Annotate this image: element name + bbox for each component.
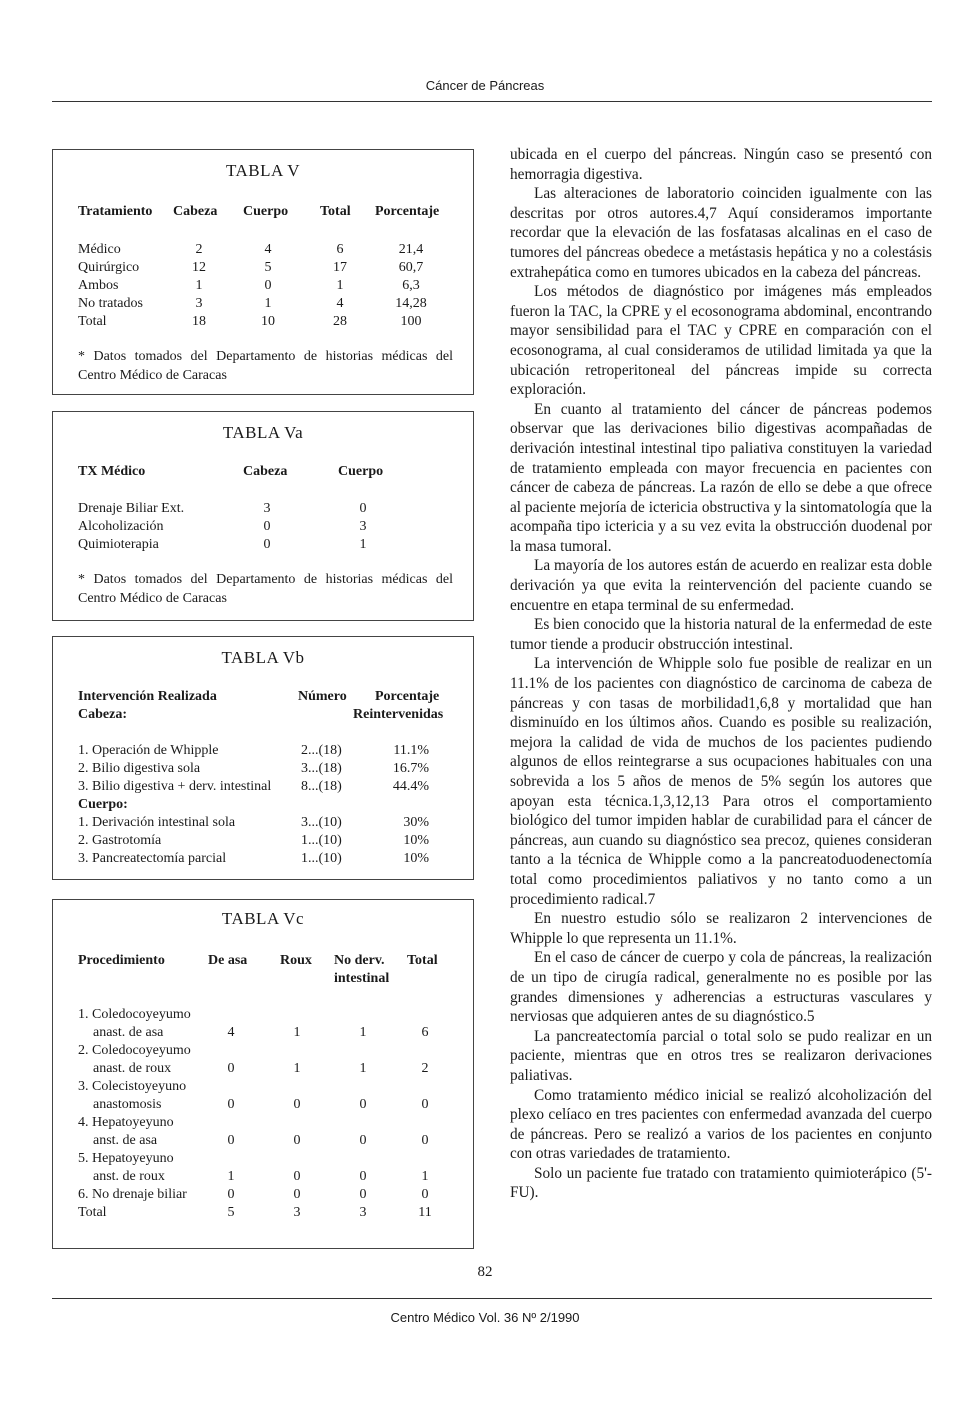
table-cell: 4 — [264, 242, 272, 257]
table-cell: 0 — [227, 1187, 235, 1202]
table-cell: 1 — [359, 1025, 367, 1040]
table-cell: 28 — [333, 314, 347, 329]
table-cell: 1 — [359, 1061, 367, 1076]
body-paragraph: Como tratamiento médico inicial se realizó alcoholización del plexo celíaco en tres pacientes con enfermedad avanzada del cuerpo de páncreas. Pero se realizó a varios de los pacientes en conjunto con otras variedades de tratamiento. — [510, 1086, 932, 1163]
table-cell: Médico — [78, 242, 121, 257]
table-cell: Total — [78, 1205, 107, 1220]
table-cell: 0 — [227, 1097, 235, 1112]
body-paragraph: ubicada en el cuerpo del páncreas. Ningún caso se presentó con hemorragia digestiva. — [510, 146, 932, 183]
table-cell: 1...(10) — [301, 851, 342, 866]
tabla-vb-header-intervencion: Intervención Realizada — [78, 689, 217, 704]
table-cell: 3 — [293, 1205, 301, 1220]
table-cell: Total — [78, 314, 107, 329]
tabla-v-header-tratamiento: Tratamiento — [78, 204, 153, 219]
tabla-vc-header-no-derv: No derv. — [334, 953, 385, 968]
header-rule — [52, 101, 932, 102]
body-paragraph: Es bien conocido que la historia natural de la enfermedad de este tumor tiende a producir obstrucción intestinal. — [510, 616, 932, 653]
table-cell: 10% — [403, 851, 429, 866]
header-title: Cáncer de Páncreas — [425, 78, 545, 93]
tabla-vb-header-numero: Número — [298, 689, 347, 704]
table-cell: 3 — [263, 501, 271, 516]
table-cell: 0 — [421, 1187, 429, 1202]
table-cell: 4 — [336, 296, 344, 311]
table-cell: 3 — [359, 519, 367, 534]
table-cell: 14,28 — [395, 296, 427, 311]
table-cell: 1. Operación de Whipple — [78, 743, 219, 758]
body-text-column — [510, 145, 932, 1203]
tabla-va-header-cuerpo: Cuerpo — [338, 464, 384, 479]
tabla-vc-header-de-asa: De asa — [208, 953, 248, 968]
tabla-vb — [52, 636, 474, 880]
table-cell: 1. Coledocoyeyumo — [78, 1007, 191, 1022]
table-cell: 4. Hepatoyeyuno — [78, 1115, 174, 1130]
table-cell: anast. de asa — [93, 1025, 164, 1040]
table-cell: 0 — [359, 1133, 367, 1148]
table-cell: 4 — [227, 1025, 235, 1040]
tabla-v-header-porcentaje: Porcentaje — [375, 204, 440, 219]
table-cell: 0 — [359, 1187, 367, 1202]
table-cell: 3 — [195, 296, 203, 311]
table-cell: 1 — [264, 296, 272, 311]
tabla-v-note: * Datos tomados del Departamento de historias médicas del Centro Médico de Caracas — [78, 349, 453, 383]
table-cell: 3...(18) — [301, 761, 342, 776]
table-cell: 0 — [264, 278, 272, 293]
tabla-vc — [52, 899, 474, 1249]
table-cell: 21,4 — [398, 242, 424, 257]
body-paragraph: La intervención de Whipple solo fue posible de realizar en un 11.1% de los pacientes con diagnóstico de carcinoma de cabeza de páncreas y con tasas de morbilidad1,6,8 y mortalidad que han disminuído en los últimos años. Cuando es posible su realización, mejora la calidad de vida de muchos de los pacientes pudiendo algunos de ellos reintegrarse a sus ocupaciones habituales con una sobrevida a los 5 años de menos de 5% según los autores que apoyan esta técnica.1,3,12,13 Para otros el comportamiento biológico del tumor impiden hablar de curabilidad para el cáncer de páncreas, aun cuando su diagnóstico sea precoz, quienes consideran tanto a la técnica de Whipple como a la pancreatoduodenectomía total como procedimientos paliativos y no tanto como a un procedimiento radical.7 — [510, 655, 932, 908]
table-cell: 10 — [261, 314, 275, 329]
table-cell: 12 — [192, 260, 206, 275]
body-paragraph: Solo un paciente fue tratado con tratamiento quimioterápico (5'-FU). — [510, 1164, 932, 1202]
table-cell: 30% — [403, 815, 429, 830]
table-cell: 3 — [359, 1205, 367, 1220]
table-cell: 18 — [192, 314, 206, 329]
table-cell: 0 — [293, 1187, 301, 1202]
table-cell: anastomosis — [93, 1097, 162, 1112]
table-cell: 0 — [359, 1169, 367, 1184]
table-cell: 0 — [359, 1097, 367, 1112]
table-cell: 6. No drenaje biliar — [78, 1187, 187, 1202]
table-cell: 10% — [403, 833, 429, 848]
table-cell: 8...(18) — [301, 779, 342, 794]
table-cell: 3. Bilio digestiva + derv. intestinal — [78, 779, 272, 794]
table-cell: 0 — [227, 1133, 235, 1148]
tabla-vc-header-roux: Roux — [280, 953, 312, 968]
tabla-vb-title: TABLA Vb — [221, 648, 305, 667]
table-cell: 1. Derivación intestinal sola — [78, 815, 236, 830]
table-cell: 2...(18) — [301, 743, 342, 758]
body-paragraph: Los métodos de diagnóstico por imágenes más empleados fueron la TAC, la CPRE y el ecosonograma abdominal, encontrando mayor sensibilidad para el TAC y CPRE en comparación con el ecosonograma, al cual consideramos de utilidad limitada ya que la ubicación retroperitoneal del páncreas impide su correcta exploración. — [510, 283, 932, 399]
table-cell: 0 — [359, 501, 367, 516]
body-paragraph: En cuanto al tratamiento del cáncer de páncreas podemos observar que las derivaciones bilio digestivas acompañadas de derivación intestinal intestinal tipo paliativa constituyen la variedad de tratamiento empleada con mayor frecuencia en pacientes con cáncer de cabeza de páncreas. La razón de ello se debe a que ofrece al paciente mejoría de ictericia obstructiva y la sintomatología que la acompaña tipo ictericia y a su vez evita la obstrucción duodenal por la masa tumoral. — [510, 400, 932, 555]
table-cell: 3. Colecistoyeyuno — [78, 1079, 187, 1094]
table-cell: 0 — [263, 519, 271, 534]
table-cell: 6,3 — [402, 278, 420, 293]
table-cell: Alcoholización — [78, 519, 164, 534]
table-cell: 2. Bilio digestiva sola — [78, 761, 201, 776]
table-cell: 1 — [195, 278, 203, 293]
table-cell: No tratados — [78, 296, 143, 311]
table-cell: 5. Hepatoyeyuno — [78, 1151, 174, 1166]
table-cell: 2 — [421, 1061, 429, 1076]
tabla-va-header-cabeza: Cabeza — [243, 464, 288, 479]
table-cell: Ambos — [78, 278, 119, 293]
body-paragraph: La pancreatectomía parcial o total solo se pudo realizar en un paciente, mientras que en otros tres se realizaron derivaciones paliativas. — [510, 1027, 932, 1084]
table-cell: 60,7 — [398, 260, 424, 275]
tabla-vb-cuerpo-label: Cuerpo: — [78, 797, 128, 812]
table-cell: 11.1% — [393, 743, 429, 758]
tabla-vc-header-procedimiento: Procedimiento — [78, 953, 165, 968]
table-cell: 0 — [421, 1097, 429, 1112]
table-cell: 2 — [195, 242, 203, 257]
table-cell: 2. Gastrotomía — [78, 833, 162, 848]
table-cell: 6 — [336, 242, 344, 257]
table-cell: 1 — [227, 1169, 235, 1184]
tabla-vc-title: TABLA Vc — [221, 909, 305, 928]
table-cell: Drenaje Biliar Ext. — [78, 501, 185, 516]
table-cell: 1 — [293, 1061, 301, 1076]
table-cell: 5 — [264, 260, 272, 275]
table-cell: Quirúrgico — [78, 260, 140, 275]
tabla-vb-header-cabeza: Cabeza: — [78, 707, 127, 722]
tabla-v-header-total: Total — [320, 204, 351, 219]
tabla-vc-header-total: Total — [407, 953, 438, 968]
body-paragraph: La mayoría de los autores están de acuerdo en realizar esta doble derivación ya que evita la reintervención del paciente cuando se encuentre en etapa terminal de su enfermedad. — [510, 557, 932, 614]
table-cell: anst. de roux — [93, 1169, 165, 1184]
table-cell: 0 — [263, 537, 271, 552]
tabla-v-title: TABLA V — [225, 161, 301, 180]
footer-rule — [52, 1298, 932, 1299]
table-cell: 5 — [227, 1205, 235, 1220]
table-cell: anast. de roux — [93, 1061, 172, 1076]
table-cell: 1 — [293, 1025, 301, 1040]
body-paragraph: Las alteraciones de laboratorio coinciden igualmente con las descritas por otros autores.4,7 Aquí consideramos importante recordar que la elevación de las fosfatasas alcalinas en el caso de tumores del páncreas obedece a metástasis hepática y no a colestásis extrahepática como en tumores ubicados en la cabeza del páncreas. — [510, 185, 932, 281]
page-number: 82 — [477, 1264, 493, 1280]
table-cell: anst. de asa — [93, 1133, 158, 1148]
tabla-vc-header-intestinal: intestinal — [334, 971, 390, 986]
tabla-vb-header-porcentaje: Porcentaje — [375, 689, 440, 704]
table-cell: 6 — [421, 1025, 429, 1040]
table-cell: Quimioterapia — [78, 537, 159, 552]
body-paragraph: En el caso de cáncer de cuerpo y cola de páncreas, la realización de un tipo de cirugía radical, generalmente no es posible por las grandes dimensiones y adherencias a estructuras vasculares y nerviosas que adquieren antes de su diagnóstico.5 — [510, 949, 932, 1026]
tabla-va-note: * Datos tomados del Departamento de historias médicas del Centro Médico de Caracas — [78, 572, 453, 606]
table-cell: 44.4% — [392, 779, 429, 794]
table-cell: 1 — [421, 1169, 429, 1184]
table-cell: 0 — [293, 1169, 301, 1184]
tabla-va — [52, 411, 474, 621]
tabla-v-header-cabeza: Cabeza — [173, 204, 218, 219]
table-cell: 3. Pancreatectomía parcial — [78, 851, 227, 866]
table-cell: 1 — [336, 278, 344, 293]
table-cell: 1 — [359, 537, 367, 552]
footer-journal: Centro Médico Vol. 36 Nº 2/1990 — [390, 1310, 580, 1325]
table-cell: 17 — [333, 260, 347, 275]
tabla-v — [52, 149, 474, 395]
tabla-v-header-cuerpo: Cuerpo — [243, 204, 289, 219]
table-cell: 1...(10) — [301, 833, 342, 848]
table-cell: 3...(10) — [301, 815, 342, 830]
table-cell: 11 — [418, 1205, 432, 1220]
table-cell: 0 — [421, 1133, 429, 1148]
table-cell: 0 — [293, 1133, 301, 1148]
tabla-va-header-tx: TX Médico — [78, 464, 146, 479]
table-cell: 2. Coledocoyeyumo — [78, 1043, 191, 1058]
table-cell: 100 — [400, 314, 422, 329]
table-cell: 0 — [293, 1097, 301, 1112]
table-cell: 16.7% — [392, 761, 429, 776]
body-paragraph: En nuestro estudio sólo se realizaron 2 intervenciones de Whipple lo que representa un 11.1%. — [510, 910, 932, 947]
tabla-va-title: TABLA Va — [222, 423, 304, 442]
table-cell: 0 — [227, 1061, 235, 1076]
tabla-vb-header-reintervenidas: Reintervenidas — [353, 707, 444, 722]
